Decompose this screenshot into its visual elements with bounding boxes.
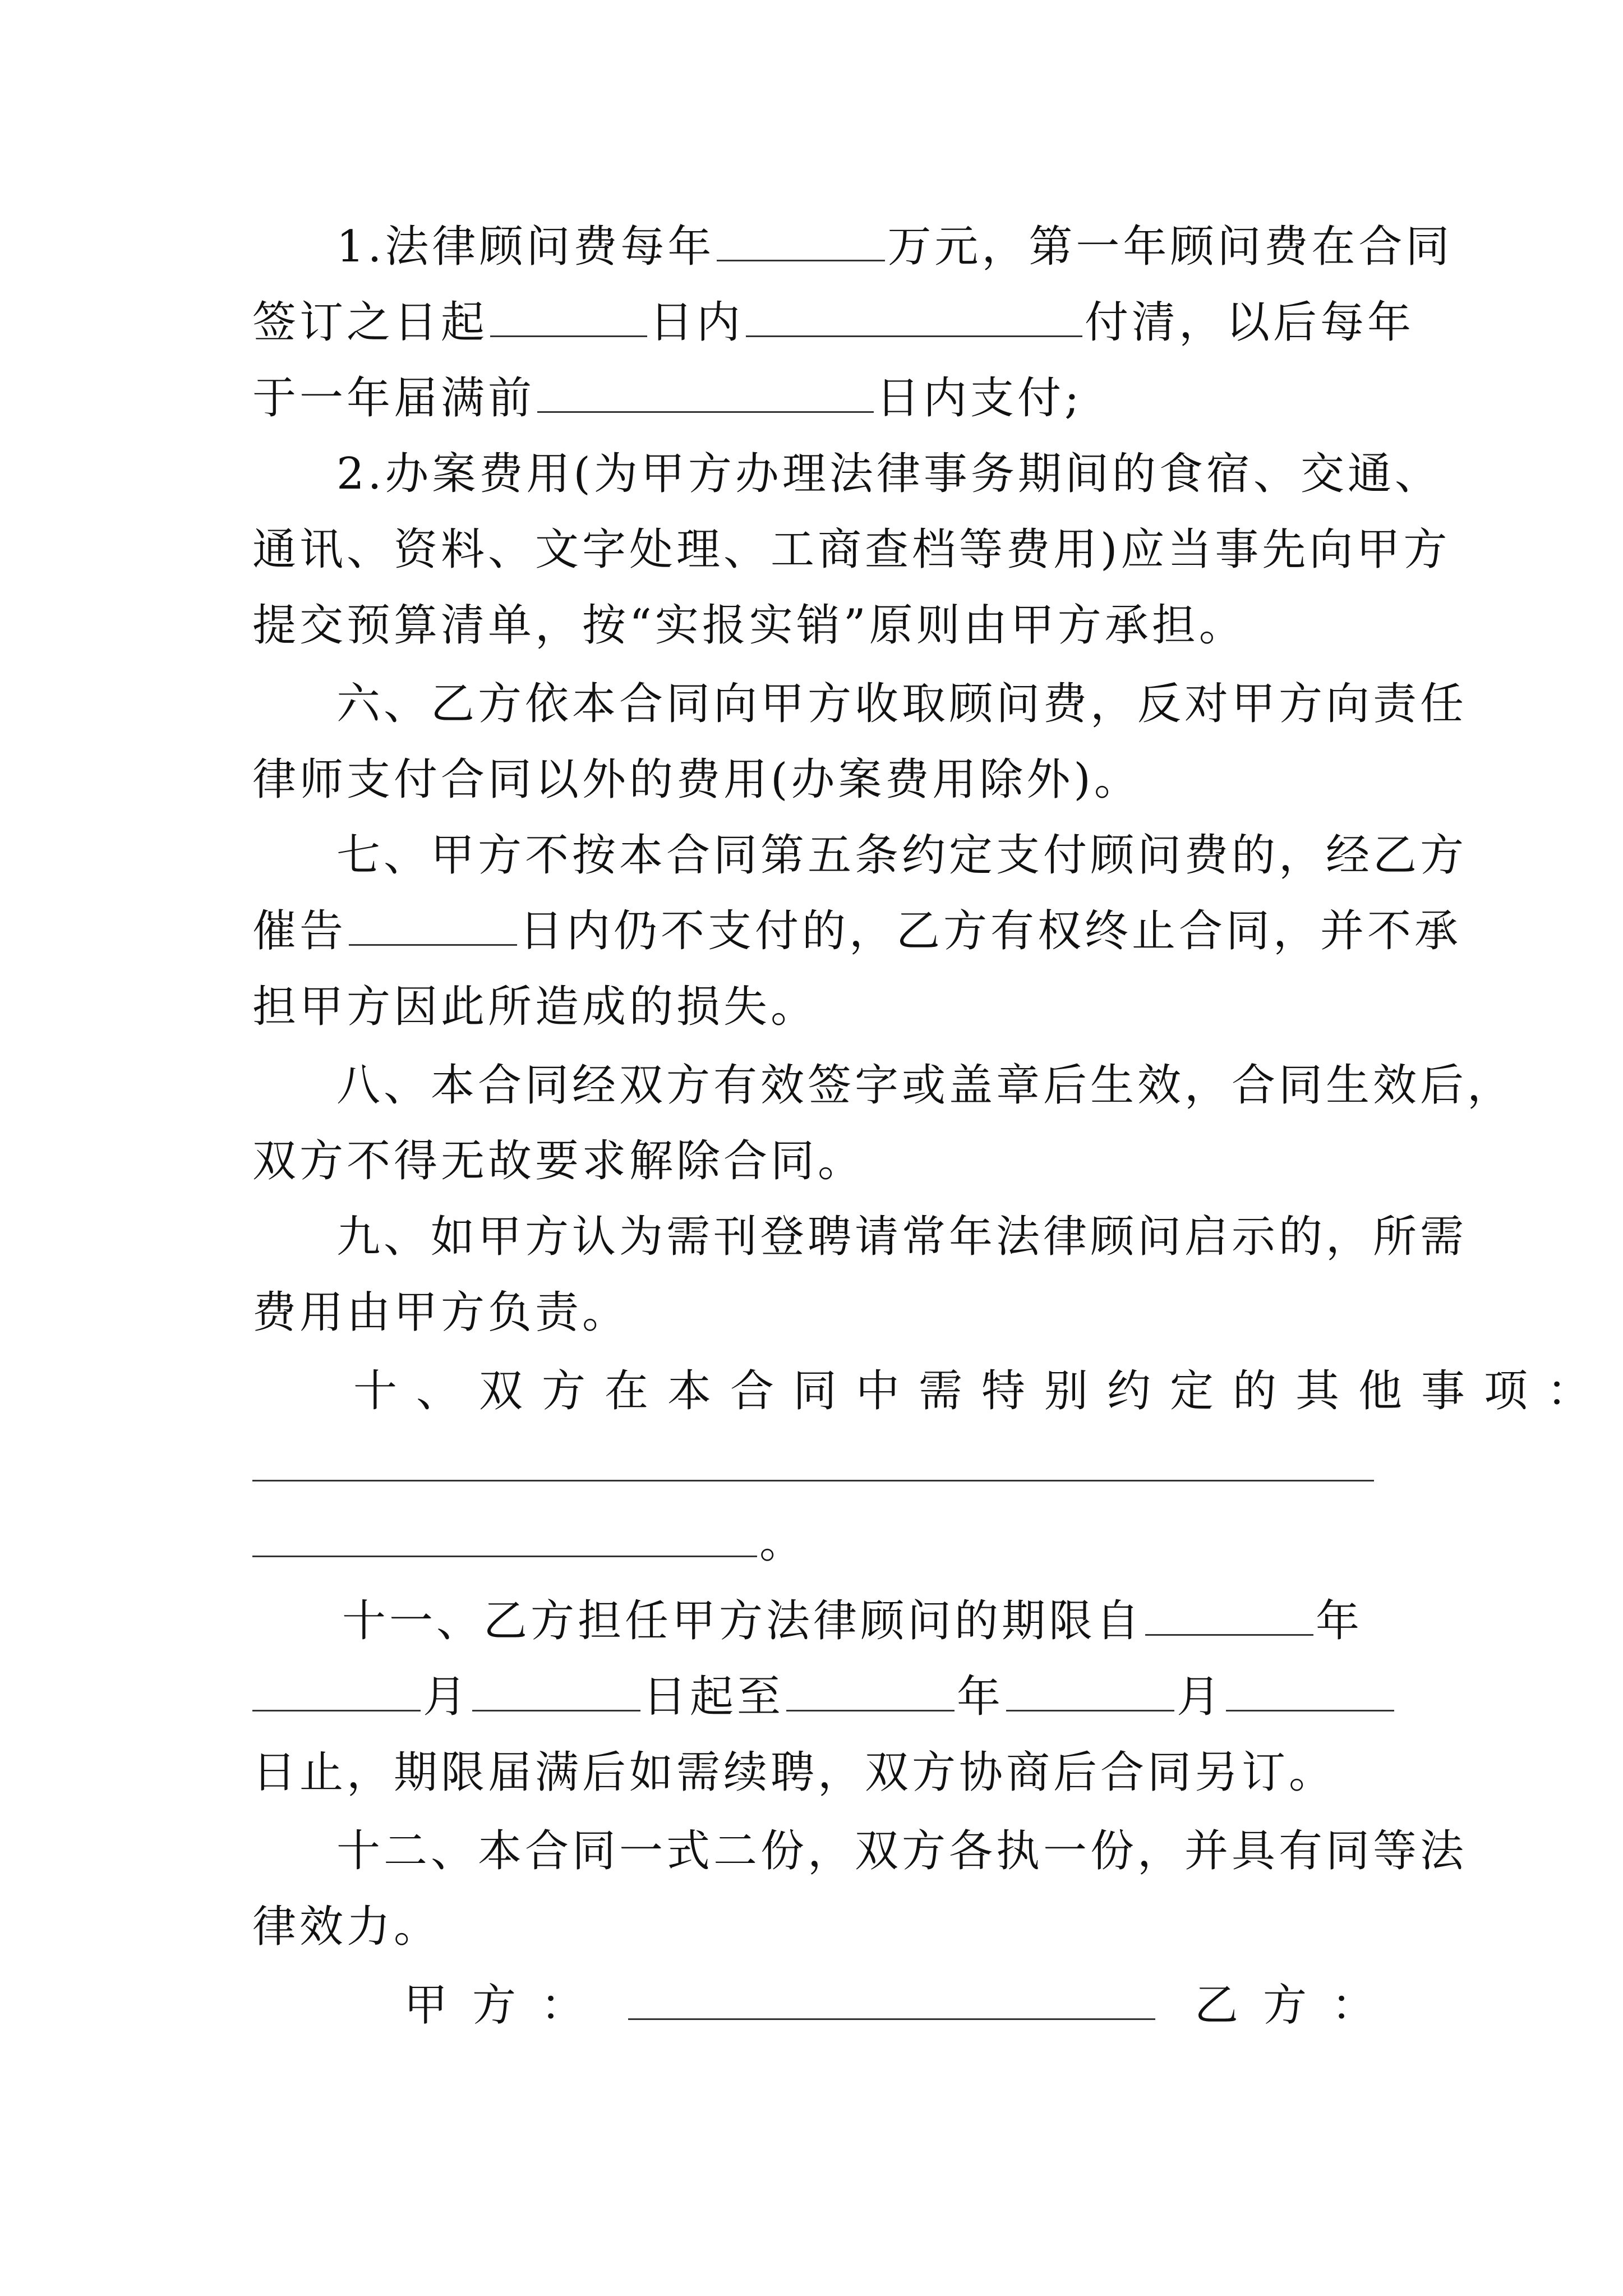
text-run: 于一年届满前	[252, 373, 536, 424]
text-run: 双方不得无故要求解除合同。	[252, 1136, 865, 1186]
clause11-line3	[252, 1742, 1391, 1803]
blank-field-special-terms-2[interactable]	[252, 1516, 757, 1557]
clause11-line1	[342, 1590, 1391, 1652]
blank-field-renewal-days[interactable]	[537, 372, 874, 413]
text-run: 2.办案费用(为甲方办理法律事务期间的食宿、交通、	[336, 449, 1442, 499]
text-run: 。	[759, 1517, 807, 1568]
clause10-line1	[353, 1360, 1610, 1422]
blank-field-notice-days[interactable]	[349, 905, 517, 946]
item5-2-line2	[252, 519, 1451, 581]
text-run: 日起至	[643, 1672, 785, 1722]
text-run: 七、甲方不按本合同第五条约定支付顾问费的，经乙方	[336, 830, 1468, 881]
text-run: 费用由甲方负责。	[252, 1287, 630, 1338]
signature-party-a-field[interactable]	[628, 1979, 1155, 2020]
blank-field-start-month[interactable]	[252, 1671, 421, 1711]
text-run: 乙方：	[1195, 1980, 1400, 2031]
signature-party-a-field-wrap	[628, 1975, 1166, 2036]
text-run: 付清，以后每年	[1085, 297, 1415, 348]
text-run: 八、本合同经双方有效签字或盖章后生效，合同生效后，	[336, 1060, 1515, 1111]
text-run: 九、如甲方认为需刊登聘请常年法律顾问启示的，所需	[336, 1212, 1468, 1262]
blank-field-start-day[interactable]	[472, 1671, 640, 1711]
signature-party-a-label	[404, 1975, 610, 2036]
text-run: 日止，期限届满后如需续聘，双方协商后合同另订。	[252, 1747, 1336, 1798]
clause7-line3	[252, 976, 1391, 1038]
blank-field-days[interactable]	[490, 296, 647, 337]
clause9-line1	[336, 1206, 1468, 1268]
text-run: 月	[1177, 1672, 1224, 1722]
text-run: 万元，第一年顾问费在合同	[887, 222, 1453, 272]
text-run: 律师支付合同以外的费用(办案费用除外)。	[252, 754, 1141, 805]
text-run: 律效力。	[252, 1902, 441, 1952]
clause6-line2	[252, 749, 1391, 811]
text-run: 十、双方在本合同中需特别约定的其他事项：	[353, 1366, 1610, 1416]
blank-field-special-terms-1[interactable]	[252, 1441, 1374, 1481]
text-run: 1.法律顾问费每年	[336, 222, 715, 272]
text-run: 年	[1316, 1596, 1363, 1646]
clause12-line1	[336, 1820, 1468, 1882]
text-run: 六、乙方依本合同向甲方收取顾问费，反对甲方向责任	[336, 679, 1468, 729]
blank-field-payment-term[interactable]	[746, 296, 1082, 337]
text-run: 甲方：	[404, 1980, 610, 2031]
item5-2-line1	[336, 443, 1442, 505]
clause12-line2	[252, 1896, 1391, 1958]
item5-1-line3	[252, 367, 1391, 429]
item5-1-line2	[252, 292, 1415, 353]
clause7-line1	[336, 825, 1468, 886]
signature-party-b-label	[1195, 1975, 1400, 2036]
text-run: 日内仍不支付的，乙方有权终止合同，并不承	[519, 906, 1462, 956]
clause8-line2	[252, 1130, 1391, 1192]
clause6-line1	[336, 673, 1468, 735]
text-run: 签订之日起	[252, 297, 488, 348]
text-run: 催告	[252, 906, 347, 956]
blank-field-annual-fee[interactable]	[717, 220, 885, 261]
clause11-line2	[252, 1666, 1391, 1728]
text-run: 月	[423, 1672, 471, 1722]
clause10-line2	[252, 1436, 1391, 1498]
text-run: 担甲方因此所造成的损失。	[252, 982, 818, 1032]
text-run: 十二、本合同一式二份，双方各执一份，并具有同等法	[336, 1826, 1468, 1876]
text-run: 日内	[649, 297, 744, 348]
clause7-line2	[252, 900, 1462, 962]
text-run: 提交预算清单，按“实报实销”原则由甲方承担。	[252, 600, 1246, 651]
blank-field-start-year[interactable]	[1145, 1595, 1313, 1636]
item5-2-line3	[252, 595, 1391, 656]
clause9-line2	[252, 1282, 1391, 1343]
text-run: 十一、乙方担任甲方法律顾问的期限自	[342, 1596, 1144, 1646]
blank-field-end-year[interactable]	[786, 1671, 955, 1711]
text-run: 日内支付;	[876, 373, 1083, 424]
blank-field-end-month[interactable]	[1006, 1671, 1174, 1711]
blank-field-end-day[interactable]	[1226, 1671, 1394, 1711]
clause8-line1	[336, 1055, 1515, 1116]
item5-1-line1	[336, 216, 1453, 278]
text-run: 通讯、资料、文字处理、工商查档等费用)应当事先向甲方	[252, 524, 1451, 575]
clause10-line3	[252, 1512, 1391, 1573]
text-run: 年	[957, 1672, 1004, 1722]
